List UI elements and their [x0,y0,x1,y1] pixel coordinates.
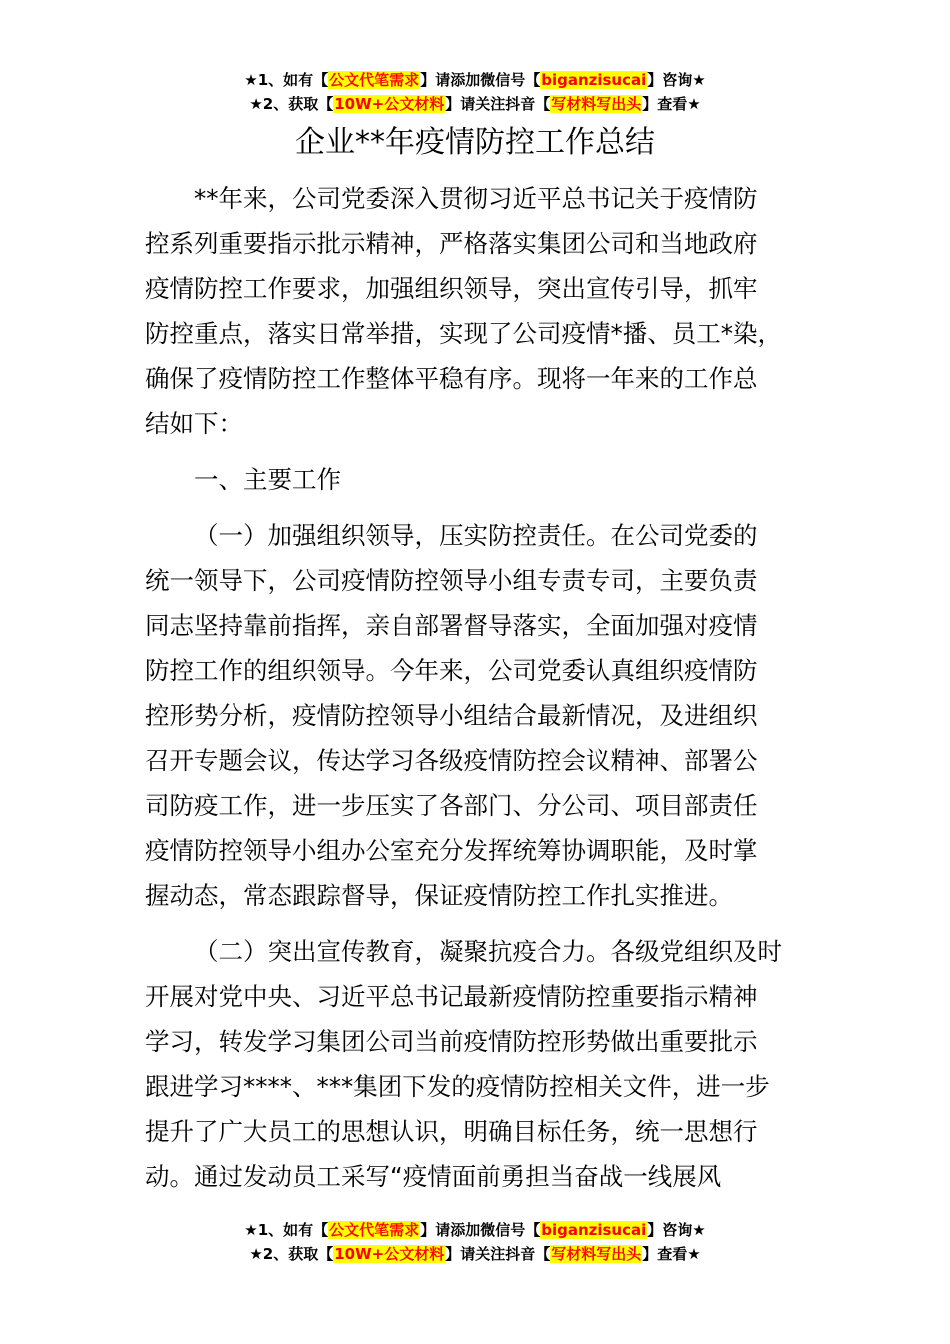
document-title: 企业**年疫情防控工作总结 [295,125,655,160]
promo-highlight-wechat-id: biganzisucai [541,1221,647,1239]
promo-line-2 [0,92,950,116]
text-line: **年来，公司党委深入贯彻习近平总书记关于疫情防 [194,184,758,213]
promo-highlight-douyin: 写材料写出头 [551,1245,642,1263]
text-line: 跟进学习****、***集团下发的疫情防控相关文件，进一步 [145,1072,770,1101]
text-line: （二）突出宣传教育，凝聚抗疫合力。各级党组织及时 [194,937,782,966]
promo-highlight-wechat-id: biganzisucai [541,71,647,89]
promo-text: 】请关注抖音【 [445,95,551,113]
section-heading [145,457,815,502]
promo-line-2 [0,1242,950,1266]
promo-text: 】请关注抖音【 [445,1245,551,1263]
header-promo-banner [0,68,950,116]
footer-promo-banner [0,1218,950,1266]
paragraph-intro [145,176,815,446]
text-line: 控形势分析，疫情防控领导小组结合最新情况，及进组织 [145,701,758,730]
text-line: 控系列重要指示批示精神，严格落实集团公司和当地政府 [145,229,758,258]
text-line: 司防疫工作，进一步压实了各部门、分公司、项目部责任 [145,791,758,820]
text-line: （一）加强组织领导，压实防控责任。在公司党委的 [194,521,758,550]
promo-highlight-douyin: 写材料写出头 [551,95,642,113]
promo-text: 】咨询★ [647,71,706,89]
promo-text: ★2、获取【 [249,95,334,113]
text-line: 开展对党中央、习近平总书记最新疫情防控重要指示精神 [145,982,758,1011]
paragraph-section-2 [145,929,815,1199]
document-body [145,176,815,1199]
text-line: 疫情防控领导小组办公室充分发挥统筹协调职能，及时掌 [145,836,758,865]
text-line: 召开专题会议，传达学习各级疫情防控会议精神、部署公 [145,746,758,775]
promo-text: ★1、如有【 [244,1221,329,1239]
promo-text: 】查看★ [642,95,701,113]
text-line: 学习，转发学习集团公司当前疫情防控形势做出重要批示 [145,1027,758,1056]
paragraph-section-1 [145,513,815,918]
promo-line-1 [0,68,950,92]
text-line: 防控重点，落实日常举措，实现了公司疫情*播、员工*染， [145,319,782,348]
promo-highlight-materials: 10W+公文材料 [334,1245,445,1263]
text-line: 动。通过发动员工采写“疫情面前勇担当奋战一线展风 [145,1162,722,1191]
text-line: 提升了广大员工的思想认识，明确目标任务，统一思想行 [145,1117,758,1146]
promo-highlight-service: 公文代笔需求 [329,1221,420,1239]
text-line: 统一领导下，公司疫情防控领导小组专责专司，主要负责 [145,566,758,595]
text-line: 结如下： [145,409,243,438]
text-line: 防控工作的组织领导。今年来，公司党委认真组织疫情防 [145,656,758,685]
promo-text: 】请添加微信号【 [420,1221,541,1239]
promo-text: 】查看★ [642,1245,701,1263]
text-line: 疫情防控工作要求，加强组织领导，突出宣传引导，抓牢 [145,274,758,303]
promo-line-1 [0,1218,950,1242]
text-line: 握动态，常态跟踪督导，保证疫情防控工作扎实推进。 [145,881,733,910]
promo-highlight-materials: 10W+公文材料 [334,95,445,113]
promo-text: ★2、获取【 [249,1245,334,1263]
promo-text: ★1、如有【 [244,71,329,89]
text-line: 同志坚持靠前指挥，亲自部署督导落实，全面加强对疫情 [145,611,758,640]
promo-text: 】请添加微信号【 [420,71,541,89]
promo-highlight-service: 公文代笔需求 [329,71,420,89]
text-line: 一、主要工作 [194,465,341,494]
text-line: 确保了疫情防控工作整体平稳有序。现将一年来的工作总 [145,364,758,393]
promo-text: 】咨询★ [647,1221,706,1239]
